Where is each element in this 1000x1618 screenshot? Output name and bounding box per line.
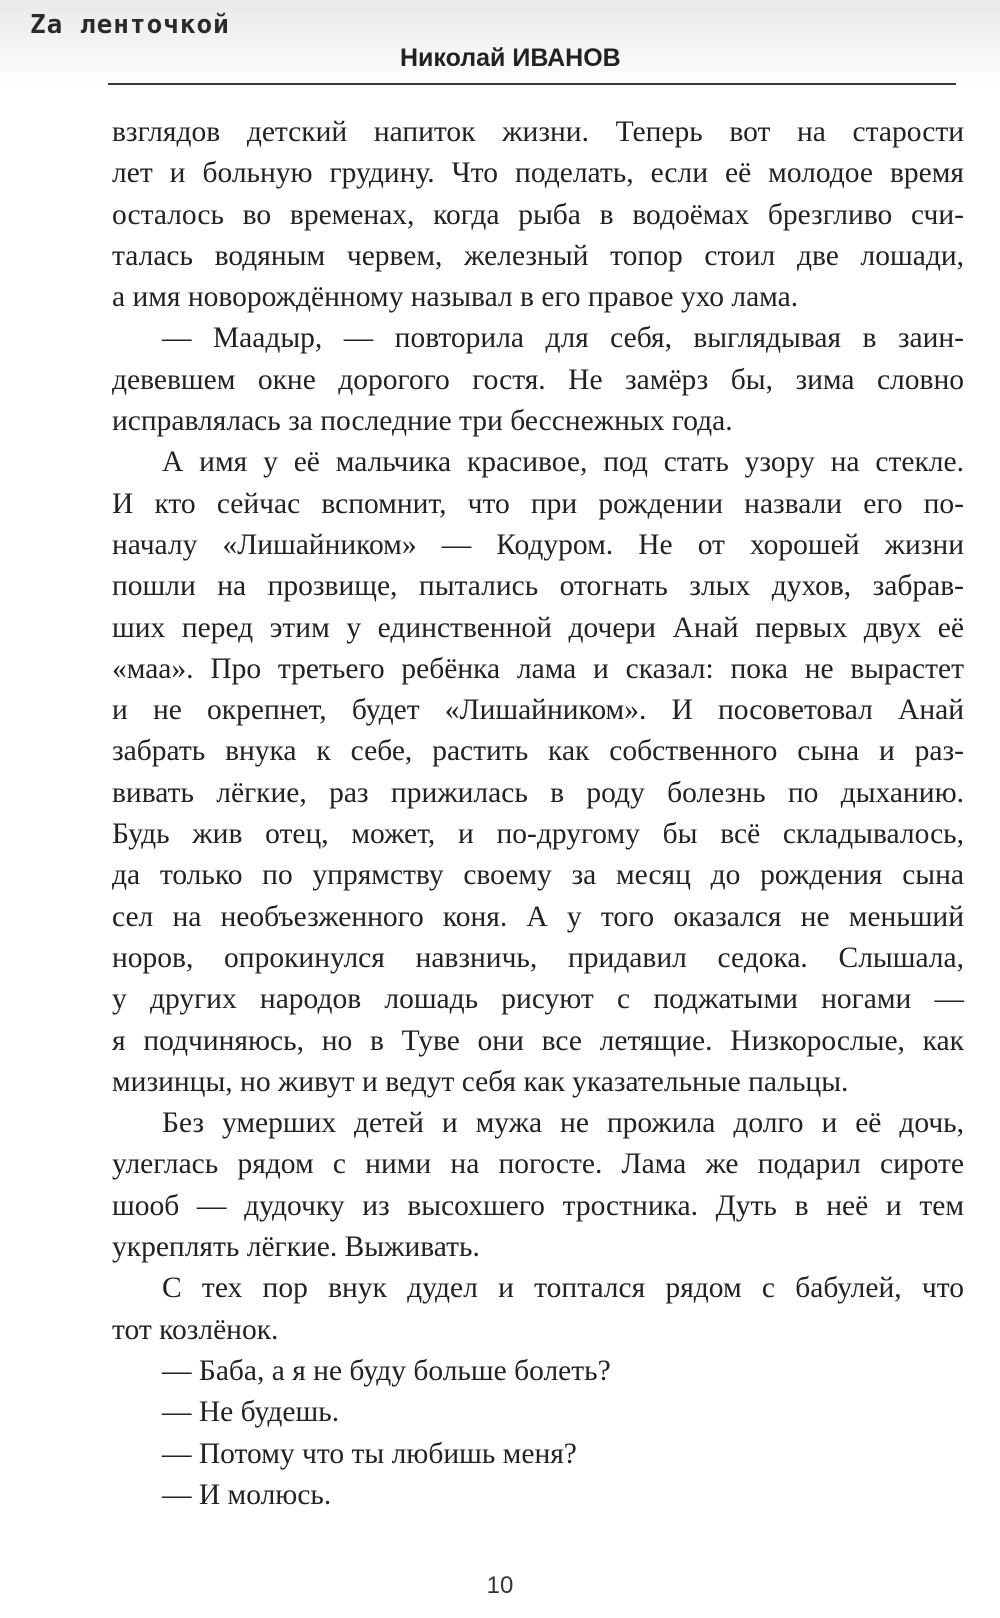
text-line: «маа». Про третьего ребёнка лама и сказал: пока не вырастет — [112, 652, 964, 685]
text-line: талась водяным червем, железный топор стоил две лошади, — [112, 239, 964, 272]
running-header — [0, 0, 1000, 88]
text-line: вивать лёгкие, раз прижилась в роду болезнь по дыханию. — [112, 776, 964, 809]
text-line: и не окрепнет, будет «Лишайником». И посоветовал Анай — [112, 694, 964, 727]
text-line: мизинцы, но живут и ведут себя как указательные пальцы. — [112, 1065, 849, 1098]
text-line: укреплять лёгкие. Выживать. — [112, 1231, 480, 1264]
text-line: сел на необъезженного коня. А у того оказался не меньший — [112, 900, 964, 933]
text-line: пошли на прозвище, пытались отогнать злых духов, забрав- — [112, 570, 964, 603]
text-line: норов, опрокинулся навзничь, придавил седока. Слышала, — [112, 941, 964, 974]
author-name: Николай ИВАНОВ — [400, 44, 621, 72]
text-line: улеглась рядом с ними на погосте. Лама же подарил сироте — [112, 1148, 964, 1181]
text-line: ших перед этим у единственной дочери Анай первых двух её — [112, 611, 964, 644]
text-line: у других народов лошадь рисуют с поджатыми ногами — — [112, 983, 964, 1016]
text-line: девевшем окне дорогого гостя. Не замёрз бы, зима словно — [112, 363, 964, 396]
header-divider — [108, 83, 956, 85]
text-line: взглядов детский напиток жизни. Теперь вот на старости — [112, 116, 964, 148]
text-line: С тех пор внук дудел и топтался рядом с бабулей, что — [162, 1272, 964, 1305]
page-text — [112, 112, 964, 1516]
text-line: лет и больную грудину. Что поделать, если её молодое время — [112, 157, 964, 190]
page-number: 10 — [486, 1572, 514, 1599]
text-line: — Баба, а я не буду больше болеть? — [162, 1354, 611, 1387]
text-line: — Маадыр, — повторила для себя, выглядывая в заин- — [162, 322, 964, 355]
text-line: Без умерших детей и мужа не прожила долго и её дочь, — [162, 1107, 964, 1140]
text-line: тот козлёнок. — [112, 1313, 279, 1346]
text-line: И кто сейчас вспомнит, что при рождении назвали его по- — [112, 487, 964, 520]
text-line: да только по упрямству своему за месяц до рождения сына — [112, 859, 964, 892]
text-line: я подчиняюсь, но в Туве они все летящие. Низкорослые, как — [112, 1024, 964, 1057]
text-line: А имя у её мальчика красивое, под стать узору на стекле. — [162, 446, 964, 479]
text-line: исправлялась за последние три бесснежных года. — [112, 405, 733, 438]
text-line: Будь жив отец, может, и по-другому бы всё складывалось, — [112, 818, 964, 851]
text-line: — Потому что ты любишь меня? — [162, 1437, 577, 1470]
series-title: Za ленточкой — [30, 10, 230, 40]
text-line: шооб — дудочку из высохшего тростника. Дуть в неё и тем — [112, 1189, 964, 1222]
text-line: забрать внука к себе, растить как собственного сына и раз- — [112, 735, 964, 768]
text-line: — И молюсь. — [162, 1478, 332, 1511]
text-line: а имя новорождённому называл в его правое ухо лама. — [112, 281, 799, 314]
text-line: осталось во временах, когда рыба в водоёмах брезгливо счи- — [112, 198, 964, 231]
text-line: началу «Лишайником» — Кодуром. Не от хорошей жизни — [112, 528, 964, 561]
text-line: — Не будешь. — [162, 1396, 340, 1429]
